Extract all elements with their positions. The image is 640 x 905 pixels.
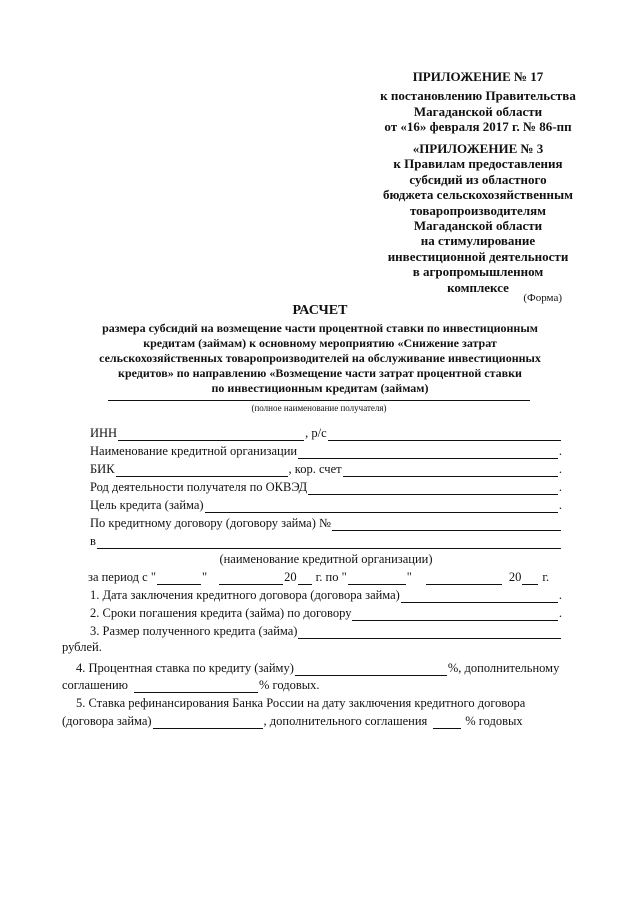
item-2-field[interactable] [352, 608, 557, 621]
credit-org-field[interactable] [298, 446, 558, 459]
item-4-agreement-label: соглашению [62, 678, 128, 692]
kor-label: , кор. счет [288, 462, 342, 476]
item-3-field[interactable] [298, 626, 561, 639]
appendix-2-line: комплексе [447, 279, 509, 295]
item-5-contract-label: (договора займа) [62, 714, 152, 728]
okved-field[interactable] [308, 482, 558, 495]
item-5-rate-field[interactable] [153, 716, 263, 729]
goal-field[interactable] [205, 500, 558, 513]
appendix-2-line: субсидий из областного [409, 171, 547, 187]
okved-row [90, 479, 562, 495]
credit-org-row [90, 443, 562, 459]
row-end-dot: . [558, 606, 562, 620]
quote-mark: " [406, 570, 412, 584]
period-to-day[interactable] [348, 572, 406, 585]
inn-row [90, 425, 562, 441]
contract-number-field[interactable] [332, 518, 561, 531]
period-from-day[interactable] [157, 572, 201, 585]
inn-label: ИНН [90, 426, 118, 440]
contract-label: По кредитному договору (договору займа) № [90, 516, 331, 530]
period-label: за период с " [88, 570, 156, 584]
appendix-2-line: к Правилам предоставления [393, 156, 563, 172]
item-1-row [90, 587, 562, 603]
okved-label: Род деятельности получателя по ОКВЭД [90, 480, 308, 494]
subtitle-line: по инвестиционным кредитам (займам) [211, 381, 429, 395]
inn-field[interactable] [118, 428, 304, 441]
item-1-field[interactable] [401, 590, 558, 603]
bik-row [90, 461, 562, 477]
credit-org-in-row [90, 533, 562, 549]
item-5-row-2 [62, 713, 562, 729]
recipient-name-field[interactable] [108, 400, 530, 401]
year-suffix: г. [542, 570, 550, 584]
item-4-additional-label: %, дополнительному [447, 661, 560, 675]
appendix-2-line: в агропромышленном [412, 264, 544, 280]
period-from-year[interactable] [298, 572, 312, 585]
period-to-month[interactable] [426, 572, 502, 585]
item-5-yearly-label: % годовых [465, 714, 523, 728]
quote-mark: " [201, 570, 208, 584]
appendix-line: Магаданской области [413, 103, 543, 119]
document-title: РАСЧЕТ [292, 303, 348, 318]
item-3-unit: рублей. [62, 640, 102, 654]
kor-field[interactable] [343, 464, 558, 477]
appendix-line: к постановлению Правительства [380, 88, 576, 103]
rs-label: , р/с [305, 426, 327, 440]
bik-field[interactable] [116, 464, 288, 477]
subtitle-line: сельскохозяйственных товаропроизводителей на обслуживание инвестиционных [99, 351, 541, 365]
recipient-name-caption: (полное наименование получателя) [251, 403, 387, 413]
credit-org-caption: (наименование кредитной организации) [219, 552, 433, 566]
appendix-2-line: «ПРИЛОЖЕНИЕ № 3 [412, 141, 544, 156]
row-end-dot: . [558, 498, 562, 512]
item-4-label: 4. Процентная ставка по кредиту (займу) [76, 661, 294, 675]
appendix-2-line: бюджета сельскохозяйственным [383, 187, 573, 203]
credit-org-name-field[interactable] [97, 536, 561, 549]
item-4-yearly-label: % годовых. [258, 678, 320, 692]
period-row [88, 569, 562, 585]
subtitle-line: кредитов» по направлению «Возмещение части затрат процентной ставки [118, 366, 522, 380]
item-5-agreement-field[interactable] [433, 716, 461, 729]
year-prefix: 20 [508, 570, 522, 584]
item-1-label: 1. Дата заключения кредитного договора (договора займа) [90, 588, 400, 602]
period-to-label: г. по " [315, 570, 347, 584]
period-to-year[interactable] [522, 572, 538, 585]
contract-row [90, 515, 562, 531]
in-label: в [90, 534, 96, 548]
form-label: (Форма) [523, 292, 562, 304]
goal-row [90, 497, 562, 513]
item-3-row [90, 623, 562, 639]
item-5-agreement-label: , дополнительного соглашения [263, 714, 428, 728]
row-end-dot: . [558, 588, 562, 602]
item-4-agreement-field[interactable] [134, 680, 258, 693]
goal-label: Цель кредита (займа) [90, 498, 204, 512]
bik-label: БИК [90, 462, 115, 476]
item-3-label: 3. Размер полученного кредита (займа) [90, 624, 298, 638]
row-end-dot: . [558, 462, 562, 476]
period-from-month[interactable] [219, 572, 283, 585]
row-end-dot: . [558, 444, 562, 458]
appendix-2-line: товаропроизводителям [409, 202, 547, 218]
item-2-label: 2. Сроки погашения кредита (займа) по договору [90, 606, 352, 620]
appendix-reference [356, 88, 600, 135]
subtitle-line: кредитам (займам) к основному мероприятию «Снижение затрат [143, 336, 497, 350]
item-4-rate-field[interactable] [295, 663, 447, 676]
subtitle-line: размера субсидий на возмещение части процентной ставки по инвестиционным [102, 321, 538, 335]
credit-org-label: Наименование кредитной организации [90, 444, 298, 458]
appendix-2-line: инвестиционной деятельности [387, 248, 569, 264]
rs-field[interactable] [328, 428, 561, 441]
item-4-row-2 [62, 677, 562, 693]
appendix-2-reference [356, 141, 600, 295]
appendix-line: от «16» февраля 2017 г. № 86-пп [384, 119, 572, 134]
item-4-row [62, 660, 562, 676]
appendix-title: ПРИЛОЖЕНИЕ № 17 [412, 69, 544, 84]
document-subtitle [70, 321, 570, 396]
appendix-2-line: Магаданской области [413, 218, 543, 234]
item-5-label: 5. Ставка рефинансирования Банка России на дату заключения кредитного договора [76, 696, 526, 710]
row-end-dot: . [558, 480, 562, 494]
item-2-row [90, 605, 562, 621]
year-prefix: 20 [284, 570, 297, 584]
appendix-2-line: на стимулирование [420, 233, 536, 249]
